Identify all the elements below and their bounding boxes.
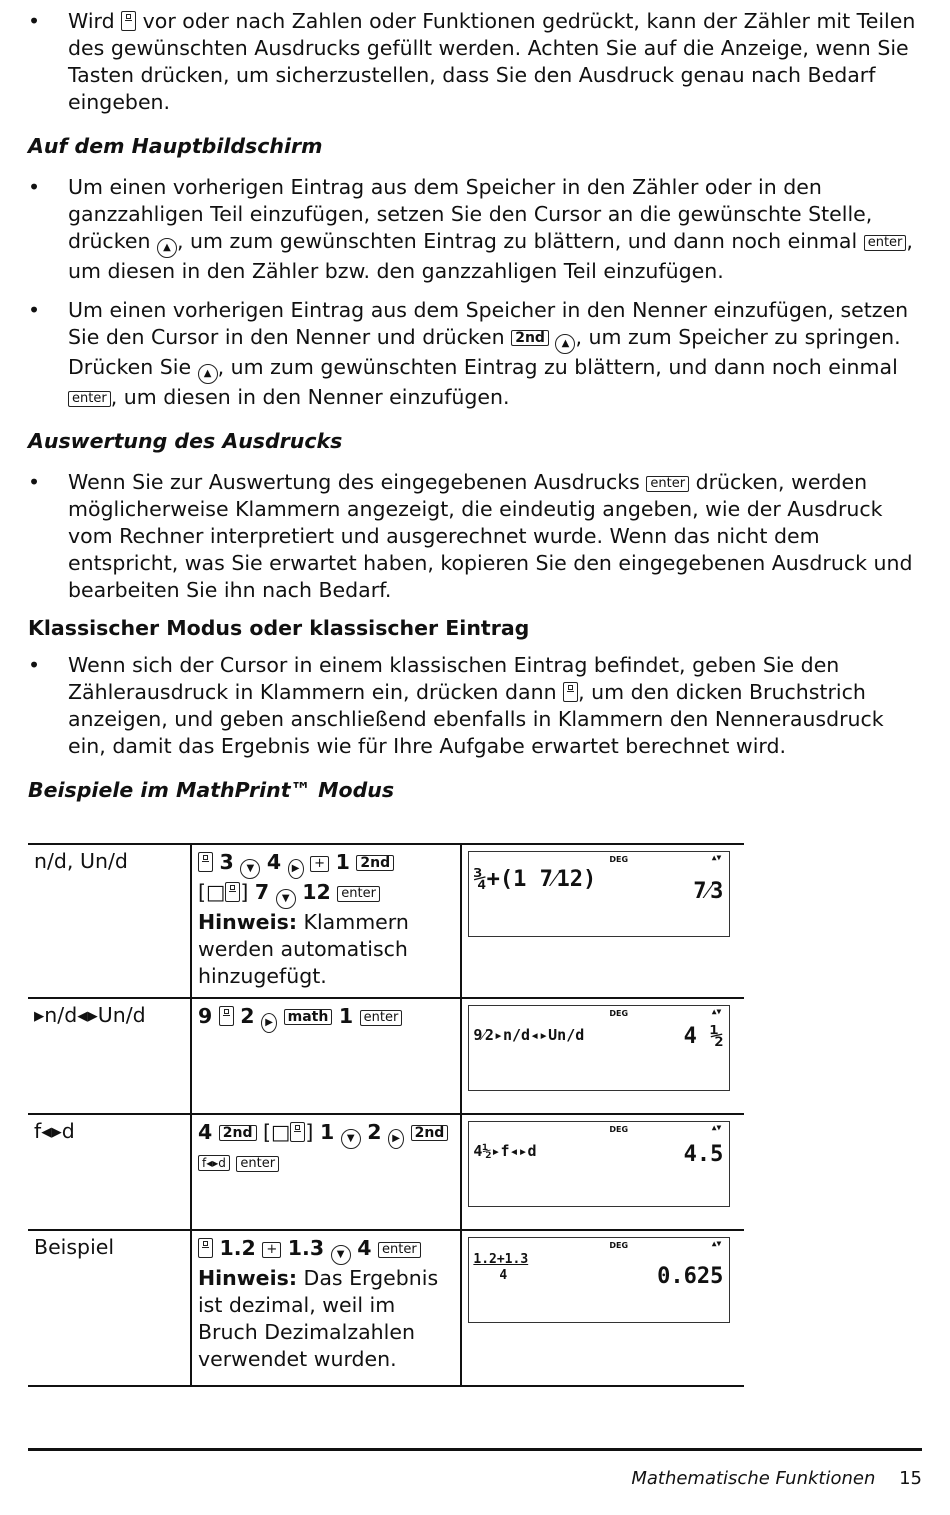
- fraction-key-icon: [121, 11, 136, 31]
- plus-key: +: [310, 856, 329, 872]
- text: Um einen vorherigen Eintrag aus dem Speicher in den Zähler oder in den ganzzahligen Teil einzufügen, setzen Sie den Cursor an die gewünschte Stelle, drücken: [68, 175, 873, 253]
- table-row: [28, 1230, 744, 1386]
- fraction-key-icon: [219, 1006, 234, 1026]
- math-key: math: [284, 1009, 333, 1025]
- text: , um zum gewünschten Eintrag zu blättern, und dann noch einmal: [217, 355, 898, 379]
- second-key: 2nd: [356, 855, 394, 871]
- screen-result: 7⁄3: [693, 879, 724, 904]
- screen-numerator: 1.2+1.3: [473, 1252, 529, 1267]
- bullet-klassisch: • Wenn sich der Cursor in einem klassischen Eintrag befindet, geben Sie den Zählerausdruck in Klammern ein, drücken dann , um den dicken Bruchstrich anzeigen, und geben anschließend ebenfalls in Klammern den Nennerausdruck ein, damit das Ergebnis wie für Ihre Aufgabe erwartet berechnet wird.: [28, 653, 884, 758]
- mixed-fraction-key-icon: [□ ]: [197, 880, 249, 904]
- footer-rule: [28, 1448, 922, 1451]
- enter-key: enter: [864, 235, 907, 251]
- text: Wenn Sie zur Auswertung des eingegebenen Ausdrucks: [68, 470, 640, 494]
- scroll-arrows-icon: ▲▼: [711, 853, 722, 862]
- key-digit: 1: [319, 1120, 335, 1144]
- table-row: [28, 1114, 744, 1230]
- calculator-screen-cell: [461, 844, 744, 998]
- right-arrow-key-icon: ▶: [261, 1013, 277, 1033]
- enter-key: enter: [360, 1010, 403, 1026]
- calculator-screen-cell: [461, 998, 744, 1114]
- mixed-fraction-key-icon: [□ ]: [263, 1120, 314, 1144]
- up-arrow-key-icon: ▲: [198, 364, 218, 384]
- text: , um diesen in den Nenner einzufügen.: [110, 385, 510, 409]
- screen-denominator: 4: [499, 1268, 508, 1283]
- note-text: Klammern werden automatisch hinzugefügt.: [197, 910, 409, 988]
- key-digit: 1.2: [219, 1236, 256, 1260]
- screen-result: 0.625: [657, 1264, 724, 1289]
- deg-indicator: DEG: [609, 1125, 629, 1134]
- calculator-screen: [468, 1005, 730, 1091]
- key-sequence: [191, 998, 461, 1114]
- key-digit: 2: [240, 1004, 255, 1028]
- second-key: 2nd: [511, 330, 549, 346]
- bullet-wird: • Wird vor oder nach Zahlen oder Funktionen gedrückt, kann der Zähler mit Teilen des gewünschten Ausdrucks gefüllt werden. Achten Sie auf die Anzeige, wenn Sie Tasten drücken, um sicherzustellen, dass Sie den Ausdruck genau nach Bedarf eingeben.: [28, 9, 916, 114]
- page-content: [28, 8, 924, 818]
- bullet-wird-post: vor oder nach Zahlen oder Funktionen gedrückt, kann der Zähler mit Teilen des gewünschten Ausdrucks gefüllt werden. Achten Sie auf die Anzeige, wenn Sie Tasten drücken, um sicherzustellen, dass Sie den Ausdruck genau nach Bedarf eingeben.: [68, 9, 916, 114]
- scroll-arrows-icon: ▲▼: [711, 1239, 722, 1248]
- table-row: [28, 844, 744, 998]
- down-arrow-key-icon: ▼: [276, 889, 296, 909]
- key-digit: 4: [357, 1236, 372, 1260]
- deg-indicator: DEG: [609, 1009, 629, 1018]
- f-to-d-key: f◂▸d: [198, 1155, 230, 1171]
- text: Um einen vorherigen Eintrag aus dem Speicher in den Nenner einzufügen, setzen Sie den Cursor in den Nenner und drücken: [68, 298, 909, 349]
- text: drücken, werden möglicherweise Klammern angezeigt, die eindeutig angeben, wie der Ausdruck vom Rechner interpretiert und ausgerechnet wurde. Wenn das nicht dem entspricht, was Sie erwartet haben, kopieren Sie den eingegebenen Ausdruck und bearbeiten Sie ihn nach Bedarf.: [68, 470, 913, 602]
- heading-beispiele: Beispiele im MathPrint™ Modus: [28, 778, 395, 802]
- footer: [631, 1468, 922, 1489]
- second-key: 2nd: [219, 1125, 257, 1141]
- calculator-screen-cell: [461, 1114, 744, 1230]
- right-arrow-key-icon: ▶: [388, 1129, 404, 1149]
- down-arrow-key-icon: ▼: [341, 1129, 361, 1149]
- scroll-arrows-icon: ▲▼: [711, 1123, 722, 1132]
- note-label: Hinweis:: [197, 1266, 298, 1290]
- table-row: [28, 998, 744, 1114]
- heading-auswertung: Auswertung des Ausdrucks: [28, 429, 343, 453]
- calculator-screen: [468, 1121, 730, 1207]
- key-digit: 4: [197, 1120, 213, 1144]
- up-arrow-key-icon: ▲: [555, 334, 575, 354]
- key-digit: 1: [335, 850, 350, 874]
- page-number: 15: [899, 1468, 922, 1489]
- down-arrow-key-icon: ▼: [331, 1245, 351, 1265]
- key-digit: 7: [254, 880, 270, 904]
- bullet-auswertung: • Wenn Sie zur Auswertung des eingegebenen Ausdrucks enter drücken, werden möglicherweise Klammern angezeigt, die eindeutig angeben, wie der Ausdruck vom Rechner interpretiert und ausgerechnet wurde. Wenn das nicht dem entspricht, was Sie erwartet haben, kopieren Sie den eingegebenen Ausdruck und bearbeiten Sie ihn nach Bedarf.: [28, 470, 913, 602]
- bullet-haupt-1: • Um einen vorherigen Eintrag aus dem Speicher in den Zähler oder in den ganzzahligen Teil einzufügen, setzen Sie den Cursor an die gewünschte Stelle, drücken ▲ , um zum gewünschten Eintrag zu blättern, und dann noch einmal enter , um diesen in den Zähler bzw. den ganzzahligen Teil einzufügen.: [28, 175, 913, 283]
- text: , um diesen in den Zähler bzw. den ganzzahligen Teil einzufügen.: [68, 229, 913, 283]
- heading-klassisch: Klassischer Modus oder klassischer Eintrag: [28, 616, 530, 640]
- text: Wenn sich der Cursor in einem klassischen Eintrag befindet, geben Sie den Zählerausdruck in Klammern ein, drücken dann: [68, 653, 840, 704]
- calculator-screen: [468, 851, 730, 937]
- right-arrow-key-icon: ▶: [288, 859, 304, 879]
- enter-key: enter: [236, 1156, 279, 1172]
- heading-hauptbildschirm: Auf dem Hauptbildschirm: [28, 134, 323, 158]
- screen-result: 4.5: [683, 1142, 724, 1167]
- key-digit: 1: [338, 1004, 354, 1028]
- fraction-key-icon: [198, 852, 213, 872]
- key-sequence: [191, 1114, 461, 1230]
- second-key: 2nd: [411, 1125, 449, 1141]
- screen-expression: 9⁄2▸n/d◂▸Un/d: [473, 1026, 585, 1044]
- key-digit: 4: [266, 850, 282, 874]
- key-digit: 2: [367, 1120, 382, 1144]
- text: , um zum gewünschten Eintrag zu blättern, und dann noch einmal: [176, 229, 858, 253]
- footer-title: Mathematische Funktionen: [631, 1468, 876, 1489]
- text: , um zum Speicher zu springen. Drücken Sie: [68, 325, 901, 379]
- key-digit: 9: [197, 1004, 213, 1028]
- enter-key: enter: [378, 1242, 421, 1258]
- plus-key: +: [262, 1242, 281, 1258]
- note-label: Hinweis:: [197, 910, 298, 934]
- row-label: Beispiel: [28, 1230, 191, 1386]
- row-label: ▸n/d◂▸Un/d: [28, 998, 191, 1114]
- bullet-haupt-2: • Um einen vorherigen Eintrag aus dem Speicher in den Nenner einzufügen, setzen Sie den Cursor in den Nenner und drücken 2nd ▲ , um zum Speicher zu springen. Drücken Sie ▲ , um zum gewünschten Eintrag zu blättern, und dann noch einmal enter , um diesen in den Nenner einzufügen.: [28, 298, 909, 409]
- key-digit: 3: [219, 850, 234, 874]
- screen-expression: 4½▸f◂▸d: [473, 1142, 537, 1160]
- bullet-wird-pre: Wird: [68, 9, 115, 33]
- row-label: f◂▸d: [28, 1114, 191, 1230]
- text: , um den dicken Bruchstrich anzeigen, und geben anschließend ebenfalls in Klammern den Nennerausdruck ein, damit das Ergebnis wie für Ihre Aufgabe erwartet berechnet wird.: [68, 680, 884, 758]
- deg-indicator: DEG: [609, 1241, 629, 1250]
- up-arrow-key-icon: ▲: [157, 238, 177, 258]
- key-digit: 12: [302, 880, 331, 904]
- down-arrow-key-icon: ▼: [240, 859, 260, 879]
- calculator-screen: [468, 1237, 730, 1323]
- key-sequence: [191, 1230, 461, 1386]
- examples-table: [28, 843, 744, 1387]
- key-sequence: [191, 844, 461, 998]
- note-text: Das Ergebnis ist dezimal, weil im Bruch Dezimalzahlen verwendet wurden.: [197, 1266, 439, 1371]
- fraction-key-icon: [198, 1238, 213, 1258]
- enter-key: enter: [646, 476, 689, 492]
- screen-expression: ¾+(1 7⁄12): [473, 867, 597, 892]
- key-digit: 1.3: [287, 1236, 325, 1260]
- fraction-key-icon: [563, 682, 578, 702]
- enter-key: enter: [68, 391, 111, 407]
- scroll-arrows-icon: ▲▼: [711, 1007, 722, 1016]
- row-label: n/d, Un/d: [28, 844, 191, 998]
- calculator-screen-cell: [461, 1230, 744, 1386]
- screen-result: 4 ½: [683, 1024, 724, 1049]
- deg-indicator: DEG: [609, 855, 629, 864]
- enter-key: enter: [337, 886, 380, 902]
